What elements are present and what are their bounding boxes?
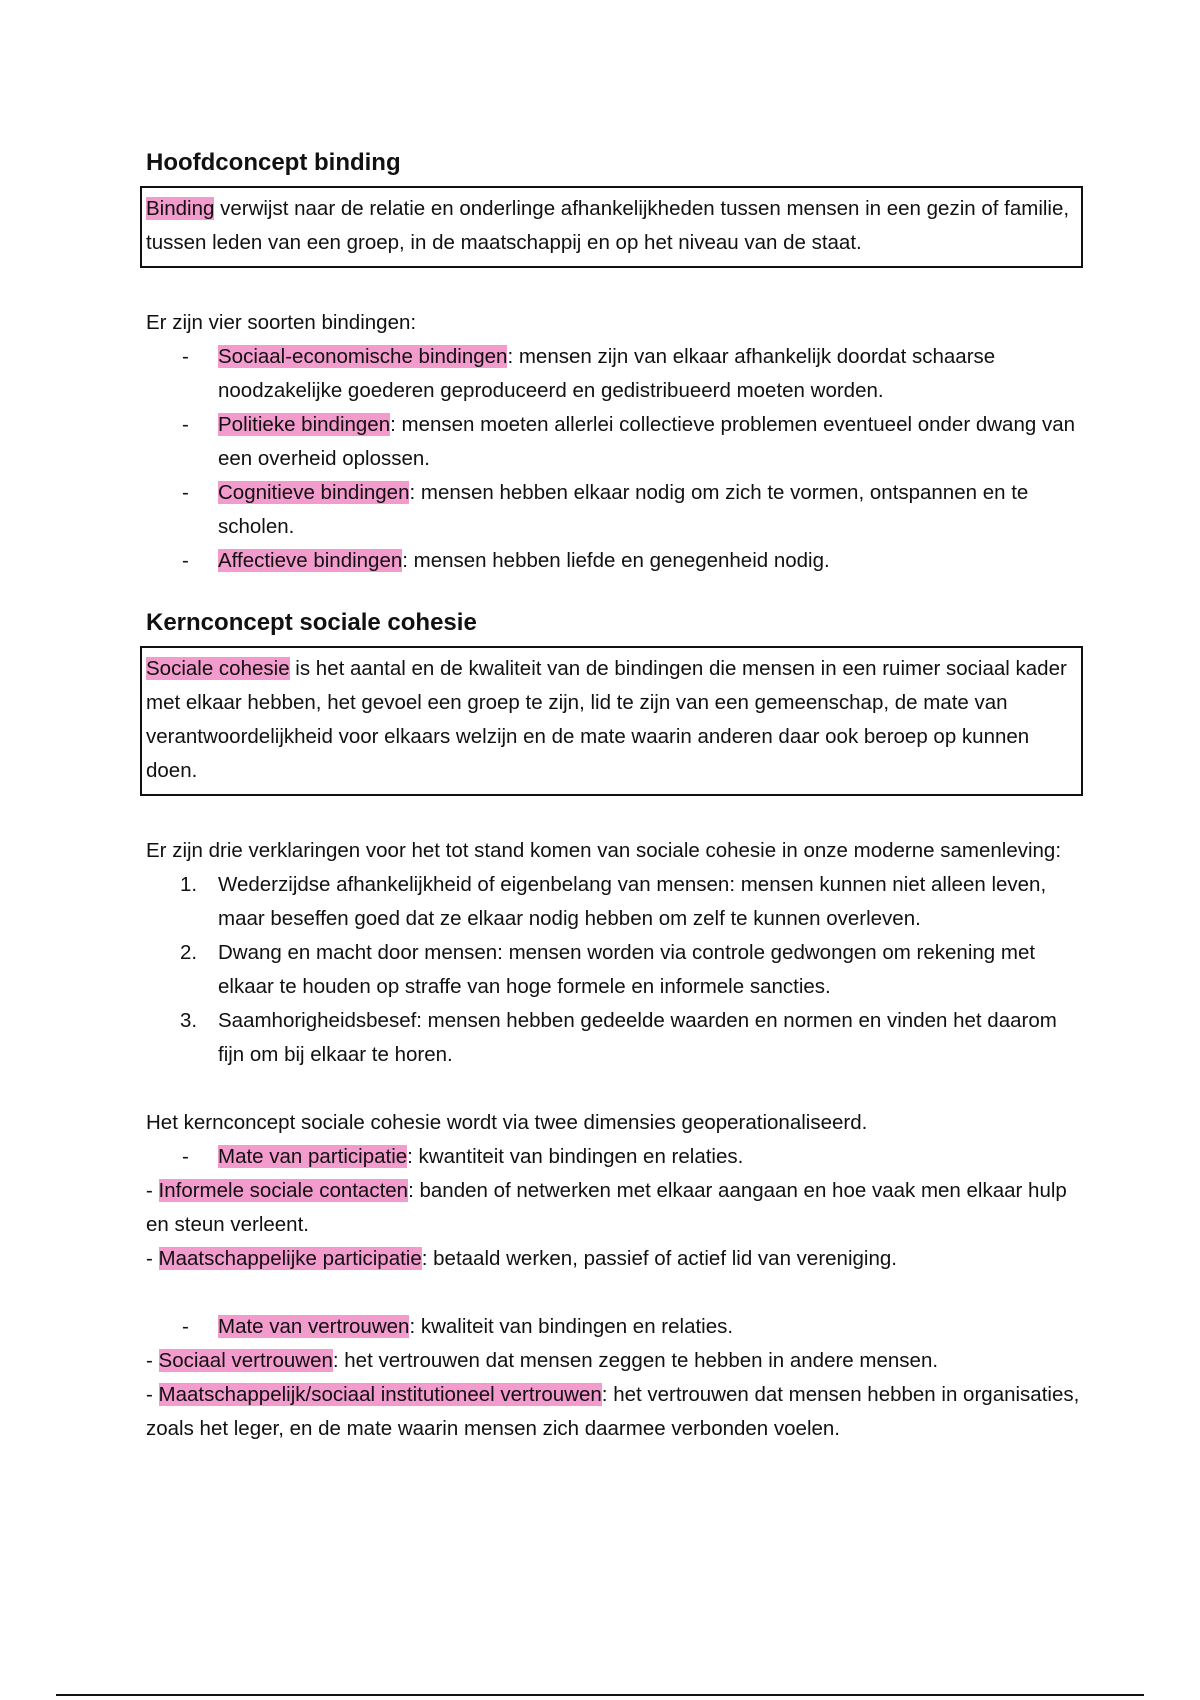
highlighted-term: Sociaal-economische bindingen: [218, 345, 508, 368]
dimension-participation: [146, 1140, 1081, 1174]
footer-divider: [56, 1694, 1144, 1696]
highlighted-term: Informele sociale contacten: [158, 1179, 409, 1202]
highlighted-term: Mate van participatie: [218, 1145, 408, 1168]
list-marker: -: [182, 345, 189, 368]
highlighted-term: Politieke bindingen: [218, 413, 391, 436]
definition-box-binding: [140, 186, 1083, 268]
dimensions-intro: Het kernconcept sociale cohesie wordt via twee dimensies geoperationaliseerd.: [146, 1111, 868, 1134]
sub-item: [146, 1174, 1081, 1242]
highlighted-term: Sociale cohesie: [146, 657, 290, 680]
list-number: 3.: [180, 1009, 198, 1032]
explanations-list: [146, 868, 1081, 1072]
list-item-text: Dwang en macht door mensen: mensen worden via controle gedwongen om rekening met elkaar te houden op straffe van hoge formele en informele sancties.: [218, 941, 1036, 998]
list-item-text: Wederzijdse afhankelijkheid of eigenbelang van mensen: mensen kunnen niet alleen leven, maar beseffen goed dat ze elkaar nodig hebben om zelf te kunnen overleven.: [218, 873, 1047, 930]
list-item: [146, 1140, 1081, 1174]
dimension-trust: [146, 1310, 1081, 1344]
section-title-social-cohesion: Kernconcept sociale cohesie: [146, 609, 477, 636]
sub-item-prefix: -: [146, 1179, 159, 1202]
list-item: [146, 1310, 1081, 1344]
list-item-text: : mensen zijn van elkaar afhankelijk doordat schaarse noodzakelijke goederen geproduceerd en gedistribueerd moeten worden.: [218, 345, 996, 402]
list-item-text: : kwantiteit van bindingen en relaties.: [407, 1145, 744, 1168]
list-marker: -: [182, 413, 189, 436]
sub-item: [146, 1242, 1081, 1276]
highlighted-term: Maatschappelijk/sociaal institutioneel vertrouwen: [158, 1383, 602, 1406]
sub-item: [146, 1344, 1081, 1378]
bindings-list: [146, 340, 1081, 578]
list-marker: -: [182, 549, 189, 572]
list-marker: -: [182, 1145, 189, 1168]
sub-item-prefix: -: [146, 1349, 159, 1372]
bindings-intro: Er zijn vier soorten bindingen:: [146, 311, 417, 334]
sub-item-prefix: -: [146, 1383, 159, 1406]
list-item: [146, 1004, 1081, 1072]
highlighted-term: Binding: [146, 197, 215, 220]
list-item-text: : kwaliteit van bindingen en relaties.: [409, 1315, 734, 1338]
list-number: 1.: [180, 873, 198, 896]
highlighted-term: Affectieve bindingen: [218, 549, 403, 572]
document-page: [146, 140, 1081, 1446]
list-marker: -: [182, 481, 189, 504]
definition-box-social-cohesion: [140, 646, 1083, 796]
list-item: [146, 340, 1081, 408]
highlighted-term: Sociaal vertrouwen: [158, 1349, 333, 1372]
list-item: [146, 476, 1081, 544]
list-number: 2.: [180, 941, 198, 964]
definition-text: is het aantal en de kwaliteit van de bindingen die mensen in een ruimer sociaal kader met elkaar hebben, het gevoel een groep te zijn, lid te zijn van een gemeenschap, de mate van verantwoordelijkheid voor elkaars welzijn en de mate waarin anderen daar ook beroep op kunnen doen.: [146, 657, 1067, 782]
section-title-binding: Hoofdconcept binding: [146, 149, 401, 176]
highlighted-term: Mate van vertrouwen: [218, 1315, 410, 1338]
highlighted-term: Cognitieve bindingen: [218, 481, 410, 504]
sub-item-prefix: -: [146, 1247, 159, 1270]
list-item-text: Saamhorigheidsbesef: mensen hebben gedeelde waarden en normen en vinden het daarom fijn om bij elkaar te horen.: [218, 1009, 1057, 1066]
list-item: [146, 544, 1081, 578]
sub-item-text: : het vertrouwen dat mensen zeggen te hebben in andere mensen.: [332, 1349, 939, 1372]
sub-item: [146, 1378, 1081, 1446]
sub-item-text: : banden of netwerken met elkaar aangaan en hoe vaak men elkaar hulp en steun verleent.: [146, 1179, 1067, 1236]
list-item-text: : mensen hebben elkaar nodig om zich te vormen, ontspannen en te scholen.: [218, 481, 1029, 538]
highlighted-term: Maatschappelijke participatie: [158, 1247, 422, 1270]
sub-item-text: : het vertrouwen dat mensen hebben in organisaties, zoals het leger, en de mate waarin mensen zich daarmee verbonden voelen.: [146, 1383, 1080, 1440]
list-item: [146, 936, 1081, 1004]
explanations-intro: Er zijn drie verklaringen voor het tot stand komen van sociale cohesie in onze moderne samenleving:: [146, 839, 1062, 862]
list-item: [146, 868, 1081, 936]
list-marker: -: [182, 1315, 189, 1338]
definition-text: verwijst naar de relatie en onderlinge afhankelijkheden tussen mensen in een gezin of familie, tussen leden van een groep, in de maatschappij en op het niveau van de staat.: [146, 197, 1070, 254]
list-item: [146, 408, 1081, 476]
list-item-text: : mensen hebben liefde en genegenheid nodig.: [402, 549, 830, 572]
list-item-text: : mensen moeten allerlei collectieve problemen eventueel onder dwang van een overheid oplossen.: [218, 413, 1075, 470]
sub-item-text: : betaald werken, passief of actief lid van vereniging.: [421, 1247, 897, 1270]
